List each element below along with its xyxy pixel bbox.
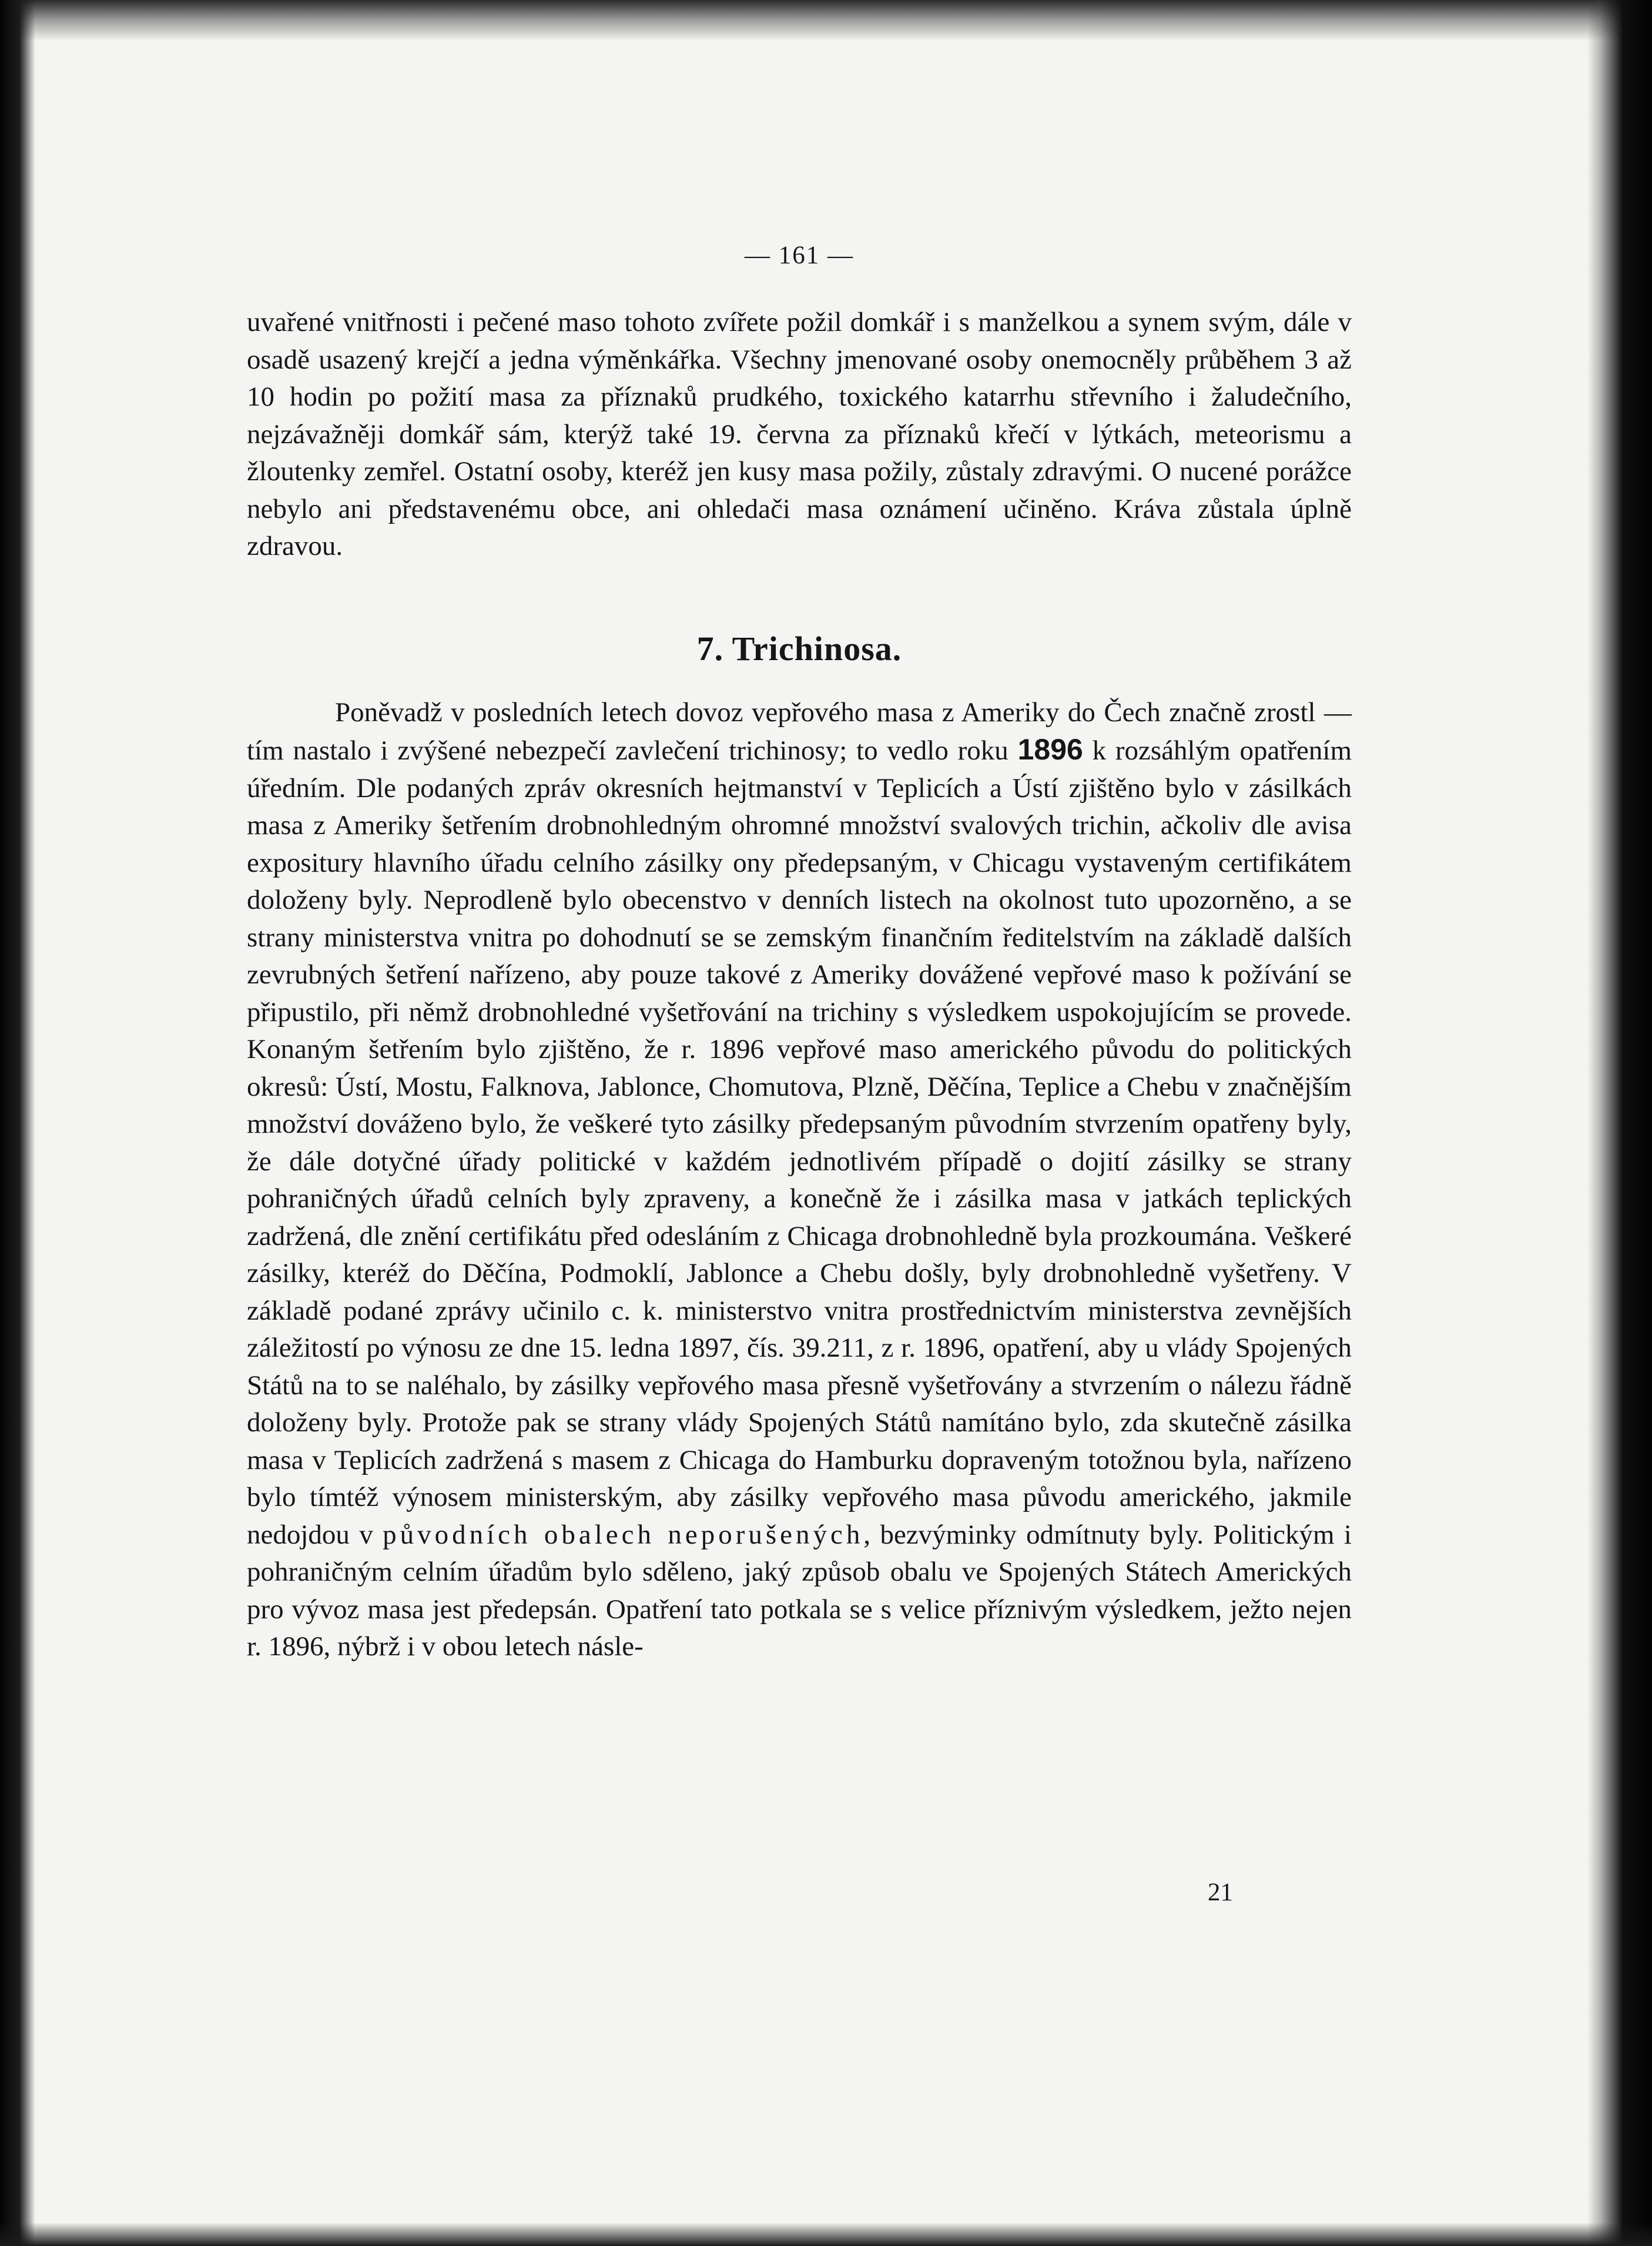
paragraph-2-part-1: Poněvadž v posledních letech dovoz vepřového masa z Ameriky do Čech značně zrostl — tím nastalo i zvýšené nebezpečí zavlečení trichinosy; to vedlo roku — [247, 697, 1352, 766]
scan-shadow-left — [0, 0, 35, 2246]
paragraph-trichinosa — [247, 694, 1352, 1666]
paragraph-1-text: uvařené vnitřnosti i pečené maso tohoto zvířete požil domkář i s manželkou a synem svým, dále v osadě usazený krejčí a jedna výměnkářka. Všechny jmenované osoby onemocněly průběhem 3 až 10 hodin po požití masa za příznaků prudkého, toxického katarrhu střevního i žaludečního, nejzávažněji domkář sám, kterýž také 19. června za příznaků křečí v lýtkách, meteorismu a žloutenky zemřel. Ostatní osoby, kteréž jen kusy masa požily, zůstaly zdravými. O nucené porážce nebylo ani představenému obce, ani ohledači masa oznámení učiněno. Kráva zůstala úplně zdravou. — [247, 307, 1352, 561]
bold-year: 1896 — [1017, 733, 1083, 766]
signature-mark: 21 — [1208, 1879, 1233, 1906]
paragraph-2-part-2: k rozsáhlým opatřením úředním. Dle podaných zpráv okresních hejtmanství v Teplicích a Ústí zjištěno bylo v zásilkách masa z Ameriky šetřením drobnohledným ohromné množství svalových trichin, ačkoliv dle avisa expositury hlavního úřadu celního zásilky ony předepsaným, v Chicagu vystaveným certifikátem doloženy byly. Neprodleně bylo obecenstvo v denních listech na okolnost tuto upozorněno, a se strany ministerstva vnitra po dohodnutí se se zemským finančním ředitelstvím na základě dalších zevrubných šetření nařízeno, aby pouze takové z Ameriky dovážené vepřové maso k požívání se připustilo, při němž drobnohledné vyšetřování na trichiny s výsledkem uspokojujícím se provede. Konaným šetřením bylo zjištěno, že r. 1896 vepřové maso amerického původu do politických okresů: Ústí, Mostu, Falknova, Jablonce, Chomutova, Plzně, Děčína, Teplice a Chebu v značnějším množství dováženo bylo, že veškeré tyto zásilky předepsaným původním stvrzením opatřeny byly, že dále dotyčné úřady politické v každém jednotlivém případě o dojití zásilky se strany pohraničných úřadů celních byly zpraveny, a konečně že i zásilka masa v jatkách teplických zadržená, dle znění certifikátu před odesláním z Chicaga drobnohledně byla prozkoumána. Veškeré zásilky, kteréž do Děčína, Podmoklí, Jablonce a Chebu došly, byly drobnohledně vyšetřeny. V základě podané zprávy učinilo c. k. ministerstvo vnitra prostřednictvím ministerstva zevnějších záležitostí po výnosu ze dne 15. ledna 1897, čís. 39.211, z r. 1896, opatření, aby u vlády Spojených Států na to se naléhalo, by zásilky vepřového masa přesně vyšetřovány a stvrzením o nálezu řádně doloženy byly. Protože pak se strany vlády Spojených Států namítáno bylo, zda skutečně zásilka masa v Teplicích zadržená s masem z Chicaga do Hamburku dopraveným totožnou byla, nařízeno bylo tímtéž výnosem ministerským, aby zásilky vepřového masa původu amerického, jakmile nedojdou v — [247, 735, 1352, 1550]
scan-shadow-bottom — [0, 2222, 1652, 2246]
paragraph-2-text — [247, 694, 1352, 1666]
scan-shadow-top — [0, 0, 1652, 41]
section-heading: 7. Trichinosa. — [696, 629, 902, 668]
paragraph-2-part-3: , bezvýminky odmítnuty byly. Politickým i pohraničným celním úřadům bylo sděleno, jaký způsob obalu ve Spojených Státech Amerických pro vývoz masa jest předepsán. Opatření tato potkala se s velice příznivým výsledkem, ježto nejen r. 1896, nýbrž i v obou letech násle- — [247, 1519, 1352, 1662]
page-content — [247, 241, 1352, 1666]
page-number: — 161 — — [745, 242, 854, 269]
spaced-emphasis: původních obalech neporušených — [383, 1519, 864, 1550]
scan-shadow-right — [1587, 0, 1652, 2246]
paragraph-continuation — [247, 304, 1352, 565]
